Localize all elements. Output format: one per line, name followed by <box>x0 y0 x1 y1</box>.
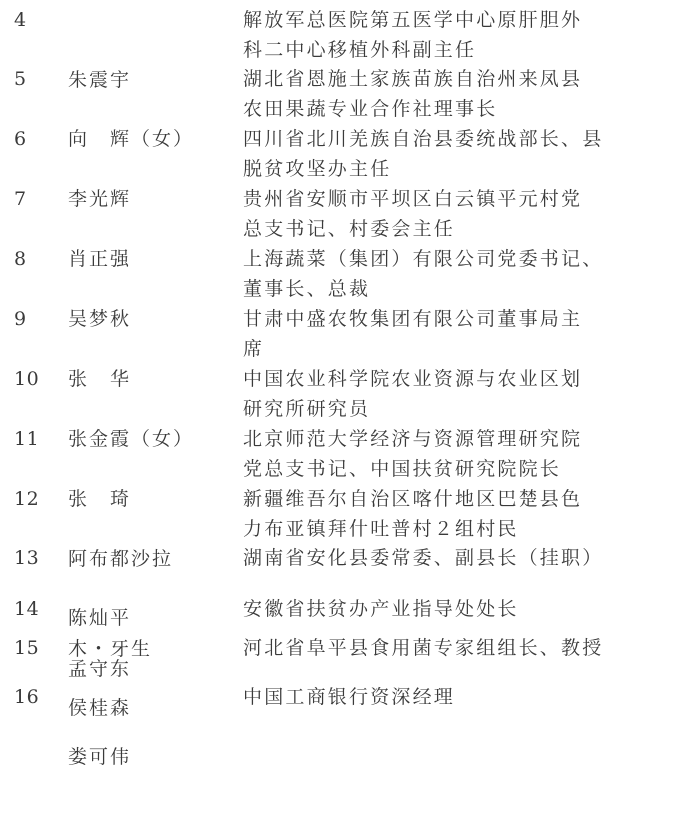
entry-name-line: 侯桂森 <box>68 697 132 719</box>
entry-name-line: 李光辉 <box>68 188 132 210</box>
entry-number: 14 <box>14 598 40 620</box>
entry-title <box>243 64 663 124</box>
entry-title-line: 总支书记、村委会主任 <box>243 218 456 240</box>
entry-name-line: 吴梦秋 <box>68 308 132 330</box>
entry-name-line: 木・牙生 <box>68 638 153 660</box>
entry-title <box>243 304 663 364</box>
entry-title-line: 席 <box>243 338 265 360</box>
entry-number: 15 <box>14 637 40 659</box>
entry-title <box>243 484 663 544</box>
entry-title-line: 中国工商银行资深经理 <box>243 686 456 708</box>
entry-title-line: 党总支书记、中国扶贫研究院院长 <box>243 458 562 480</box>
entry-number: 11 <box>14 428 40 450</box>
entry-title <box>243 5 663 65</box>
entry-name-line: 张 华 <box>68 368 132 390</box>
entry-title <box>243 184 663 244</box>
entry-title-line: 中国农业科学院农业资源与农业区划 <box>243 368 583 390</box>
entry-title-line: 安徽省扶贫办产业指导处处长 <box>243 598 519 620</box>
entry-name-line: 向 辉（女） <box>68 128 195 150</box>
entry-number: 12 <box>14 488 40 510</box>
entry-name-line: 朱震宇 <box>68 69 132 91</box>
entry-name-line: 阿布都沙拉 <box>68 548 174 570</box>
entry-title-line: 力布亚镇拜什吐普村２组村民 <box>243 518 519 540</box>
entry-title-line: 研究所研究员 <box>243 398 371 420</box>
entry-name <box>68 682 218 832</box>
entry-title-line: 湖北省恩施土家族苗族自治州来凤县 <box>243 68 583 90</box>
entry-title-line: 新疆维吾尔自治区喀什地区巴楚县色 <box>243 488 583 510</box>
entry-name-line: 陈灿平 <box>68 607 132 629</box>
entry-title-line: 解放军总医院第五医学中心原肝胆外 <box>243 9 583 31</box>
entry-name-line: 肖正强 <box>68 248 132 270</box>
entry-title-line: 董事长、总裁 <box>243 278 371 300</box>
entry-number: 16 <box>14 686 40 708</box>
entry-title-line: 河北省阜平县食用菌专家组组长、教授 <box>243 637 604 659</box>
entry-number: 7 <box>14 188 27 210</box>
entry-title-line: 脱贫攻坚办主任 <box>243 158 392 180</box>
entry-title <box>243 594 663 624</box>
entry-title <box>243 543 663 573</box>
entry-name-line: 张 琦 <box>68 488 132 510</box>
entry-number: 10 <box>14 368 40 390</box>
entry-number: 9 <box>14 308 27 330</box>
entry-name-line: 张金霞（女） <box>68 428 195 450</box>
entry-title <box>243 124 663 184</box>
entry-title-line: 上海蔬菜（集团）有限公司党委书记、 <box>243 248 604 270</box>
entry-title-line: 科二中心移植外科副主任 <box>243 39 477 61</box>
entry-title <box>243 682 663 712</box>
entry-number: 6 <box>14 128 27 150</box>
entry-title-line: 甘肃中盛农牧集团有限公司董事局主 <box>243 308 583 330</box>
entry-number: 5 <box>14 68 27 90</box>
entry-title-line: 北京师范大学经济与资源管理研究院 <box>243 428 583 450</box>
entry-title-line: 贵州省安顺市平坝区白云镇平元村党 <box>243 188 583 210</box>
entry-title-line: 湖南省安化县委常委、副县长（挂职） <box>243 547 604 569</box>
entry-title <box>243 364 663 424</box>
entry-title-line: 农田果蔬专业合作社理事长 <box>243 98 498 120</box>
entry-name-line: 孟守东 <box>68 658 132 680</box>
entry-title <box>243 633 663 663</box>
entry-title <box>243 244 663 304</box>
entry-number: 8 <box>14 248 27 270</box>
entry-number: 13 <box>14 547 40 569</box>
entry-title <box>243 424 663 484</box>
entry-number: 4 <box>14 9 27 31</box>
entry-title-line: 四川省北川羌族自治县委统战部长、县 <box>243 128 604 150</box>
entry-name-line: 娄可伟 <box>68 746 132 768</box>
